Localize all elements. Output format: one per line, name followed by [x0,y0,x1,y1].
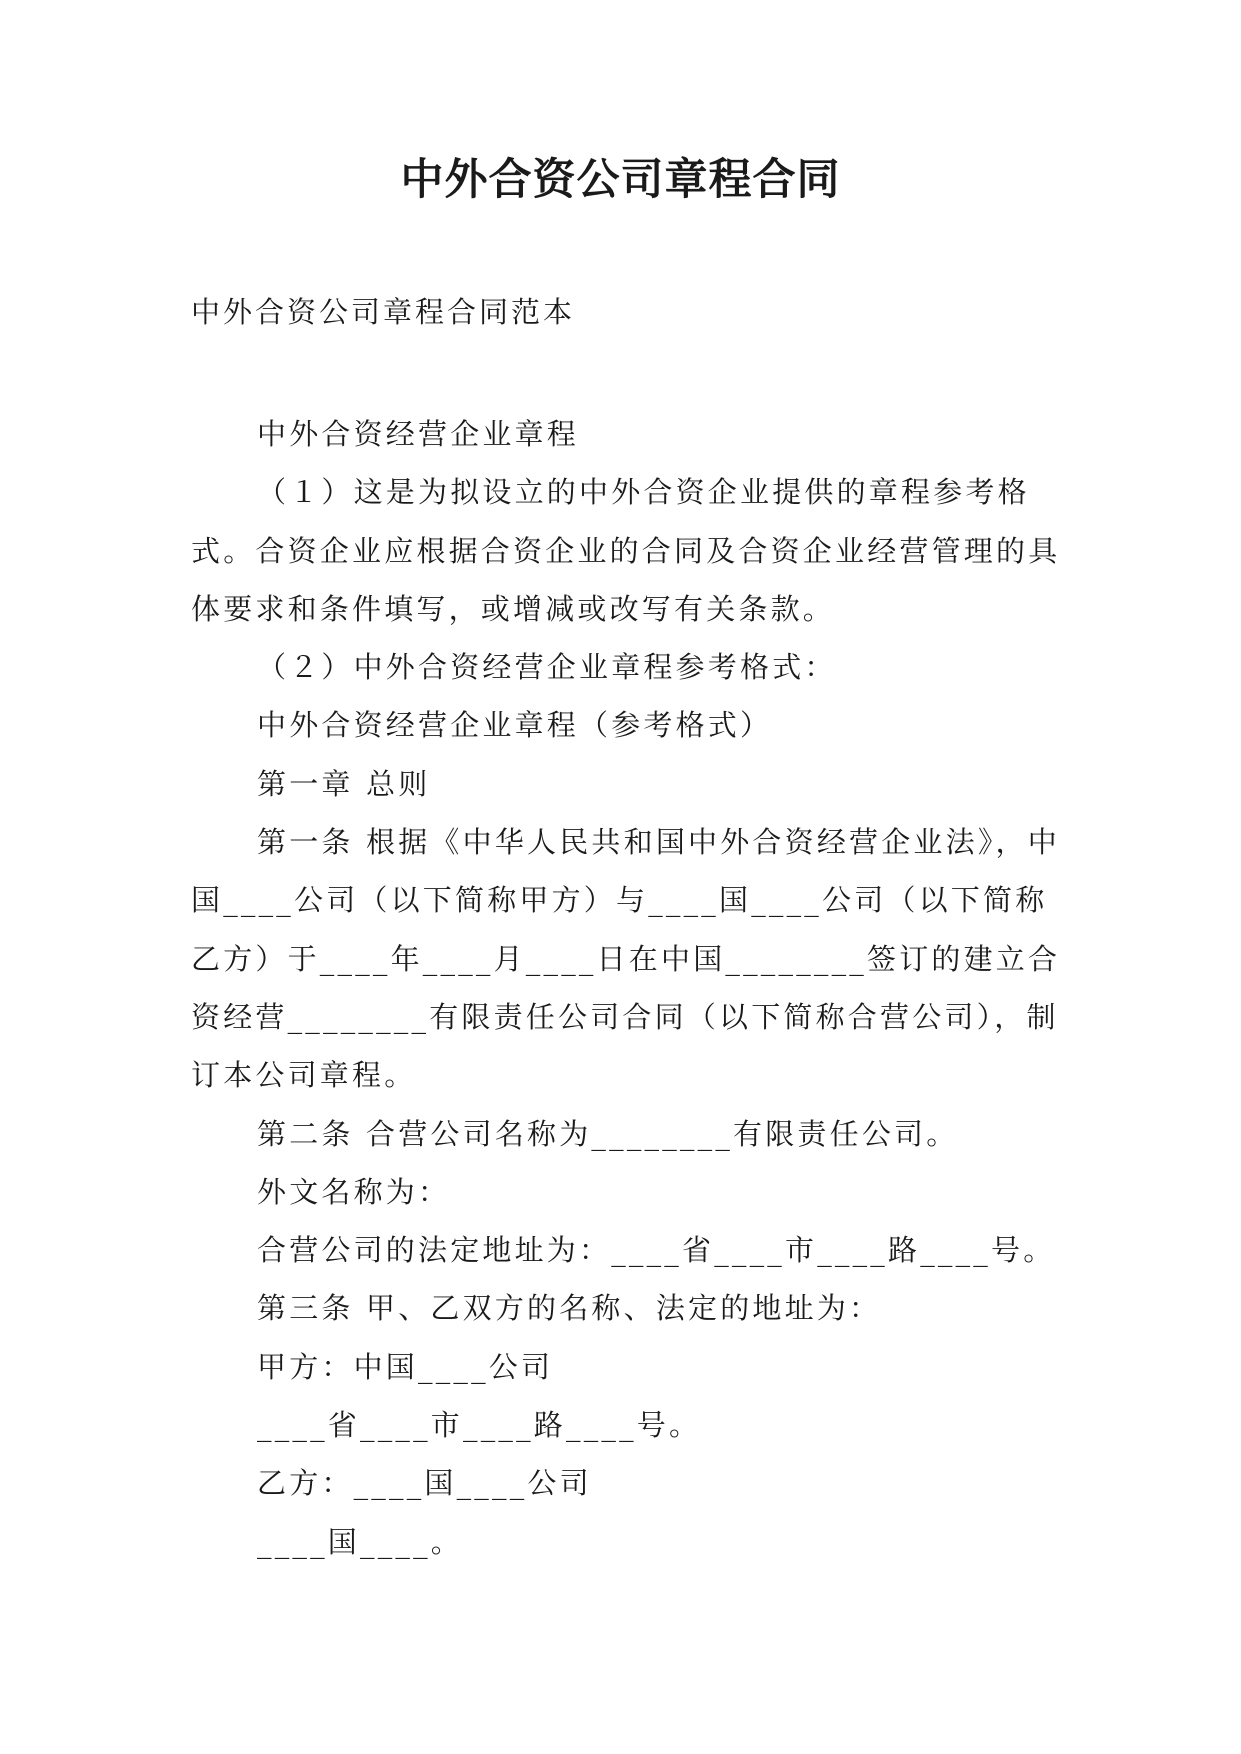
paragraph-party-a: 甲方：中国____公司 [257,1349,554,1384]
paragraph-reference-format: 中外合资经营企业章程（参考格式） [257,708,773,743]
paragraph-note-1: （１）这是为拟设立的中外合资企业提供的章程参考格式。合资企业应根据合资企业的合同及合资企业经营管理的具体要求和条件填写，或增减或改写有关条款。 [191,475,1061,626]
paragraph-party-b-address: ____国____。 [257,1524,464,1559]
paragraph-charter-heading: 中外合资经营企业章程 [257,417,580,451]
document-subtitle: 中外合资公司章程合同范本 [191,295,576,329]
paragraph-article-2: 第二条 合营公司名称为________有限责任公司。 [257,1116,959,1151]
paragraph-chapter-1: 第一章 总则 [257,766,431,801]
paragraph-legal-address: 合营公司的法定地址为：____省____市____路____号。 [257,1233,1056,1268]
paragraph-article-1: 第一条 根据《中华人民共和国中外合资经营企业法》，中国____公司（以下简称甲方）与____国____公司（以下简称乙方）于____年____月____日在中国________签订的建立合资经营________有限责任公司合同（以下简称合营公司），制订本公司章程。 [191,825,1061,1093]
paragraph-party-a-address: ____省____市____路____号。 [257,1408,702,1443]
paragraph-note-2: （２）中外合资经营企业章程参考格式： [257,650,837,685]
document-title: 中外合资公司章程合同 [400,155,841,205]
paragraph-party-b: 乙方：____国____公司 [257,1466,592,1501]
paragraph-foreign-name: 外文名称为： [257,1174,451,1209]
document-body [191,405,1061,1571]
paragraph-article-3: 第三条 甲、乙双方的名称、法定的地址为： [257,1291,882,1326]
